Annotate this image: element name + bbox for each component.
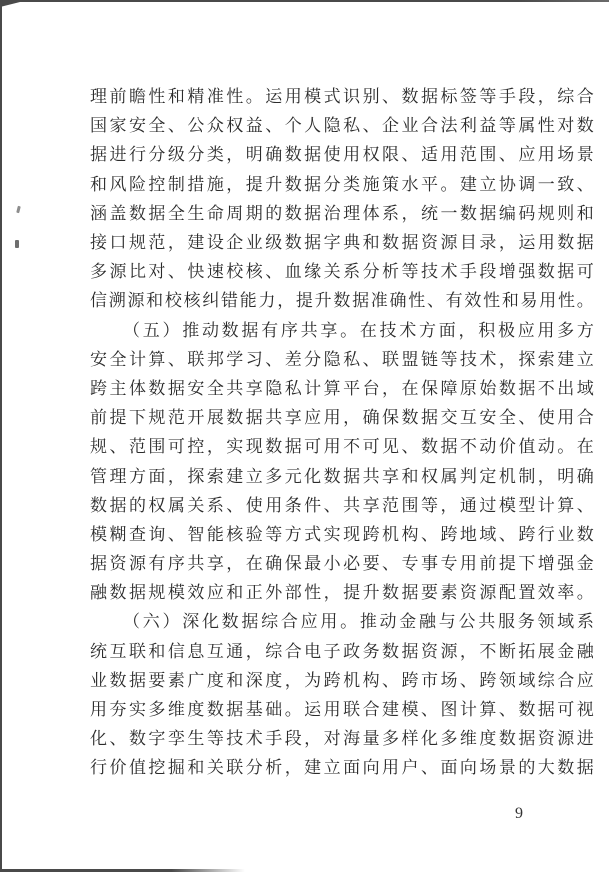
text-line: 涵 盖 数 据 全 生 命 周 期 的 数 据 治 理 体 系 ， 统 一 数 据 编 码 规 则 和 <box>90 203 594 223</box>
text-line: 据 资 源 有 序 共 享 ， 在 确 保 最 小 必 要 、 专 事 专 用 前 提 下 增 强 金 <box>90 554 594 574</box>
scan-edge-left <box>0 0 2 872</box>
text-line: 安 全 计 算 、 联 邦 学 习 、 差 分 隐 私 、 联 盟 链 等 技 术 ， 探 索 建 立 <box>90 349 594 369</box>
text-line: 模 糊 查 询 、 智 能 核 验 等 方 式 实 现 跨 机 构 、 跨 地 域 、 跨 行 业 数 <box>90 524 594 544</box>
body-text <box>90 80 594 781</box>
text-line: 前 提 下 规 范 开 展 数 据 共 享 应 用 ， 确 保 数 据 交 互 安 全 、 使 用 合 <box>90 408 594 428</box>
text-line: 化 、 数 字 孪 生 等 技 术 手 段 ， 对 海 量 多 样 化 多 维 度 数 据 资 源 进 <box>90 729 594 749</box>
text-line: 统 互 联 和 信 息 互 通 ， 综 合 电 子 政 务 数 据 资 源 ， 不 断 拓 展 金 融 <box>90 641 594 661</box>
text-line: 数 据 的 权 属 关 系 、 使 用 条 件 、 共 享 范 围 等 ， 通 过 模 型 计 算 、 <box>90 495 594 515</box>
text-line: 业 数 据 要 素 广 度 和 深 度 ， 为 跨 机 构 、 跨 市 场 、 跨 领 域 综 合 应 <box>90 670 594 690</box>
text-line: 理 前 瞻 性 和 精 准 性 。 运 用 模 式 识 别 、 数 据 标 签 等 手 段 ， 综 合 <box>90 87 594 107</box>
text-line: 规 、 范 围 可 控 ， 实 现 数 据 可 用 不 可 见 、 数 据 不 动 价 值 动 。 在 <box>90 437 594 457</box>
text-line: 多 源 比 对 、 快 速 校 核 、 血 缘 关 系 分 析 等 技 术 手 段 增 强 数 据 可 <box>90 262 594 282</box>
text-line: 国 家 安 全 、 公 众 权 益 、 个 人 隐 私 、 企 业 合 法 利 益 等 属 性 对 数 <box>90 116 594 136</box>
text-line: 行 价 值 挖 掘 和 关 联 分 析 ， 建 立 面 向 用 户 、 面 向 场 景 的 大 数 据 <box>90 758 594 778</box>
text-line: 跨 主 体 数 据 安 全 共 享 隐 私 计 算 平 台 ， 在 保 障 原 始 数 据 不 出 域 <box>90 378 594 398</box>
text-line: 用 夯 实 多 维 度 数 据 基 础 。 运 用 联 合 建 模 、 图 计 算 、 数 据 可 视 <box>90 700 594 720</box>
scan-speckle <box>15 240 19 248</box>
scan-speckle <box>16 206 21 214</box>
text-line: （ 五 ） 推 动 数 据 有 序 共 享 。 在 技 术 方 面 ， 积 极 应 用 多 方 <box>123 320 594 340</box>
text-line: 和 风 险 控 制 措 施 ， 提 升 数 据 分 类 施 策 水 平 。 建 立 协 调 一 致 、 <box>90 174 594 194</box>
scan-corner-top-left <box>0 0 28 7</box>
text-line: 接 口 规 范 ， 建 设 企 业 级 数 据 字 典 和 数 据 资 源 目 录 ， 运 用 数 据 <box>90 233 594 253</box>
text-line: 据 进 行 分 级 分 类 ， 明 确 数 据 使 用 权 限 、 适 用 范 围 、 应 用 场 景 <box>90 145 594 165</box>
page-number: 9 <box>515 805 523 822</box>
text-line: 管 理 方 面 ， 探 索 建 立 多 元 化 数 据 共 享 和 权 属 判 定 机 制 ， 明 确 <box>90 466 594 486</box>
text-line: 融 数 据 规 模 效 应 和 正 外 部 性 ， 提 升 数 据 要 素 资 源 配 置 效 率 。 <box>90 583 594 603</box>
text-line: 信 溯 源 和 校 核 纠 错 能 力 ， 提 升 数 据 准 确 性 、 有 效 性 和 易 用 性 。 <box>90 291 594 311</box>
scan-edge-top <box>0 0 609 2</box>
text-line: （ 六 ） 深 化 数 据 综 合 应 用 。 推 动 金 融 与 公 共 服 务 领 域 系 <box>123 612 594 632</box>
